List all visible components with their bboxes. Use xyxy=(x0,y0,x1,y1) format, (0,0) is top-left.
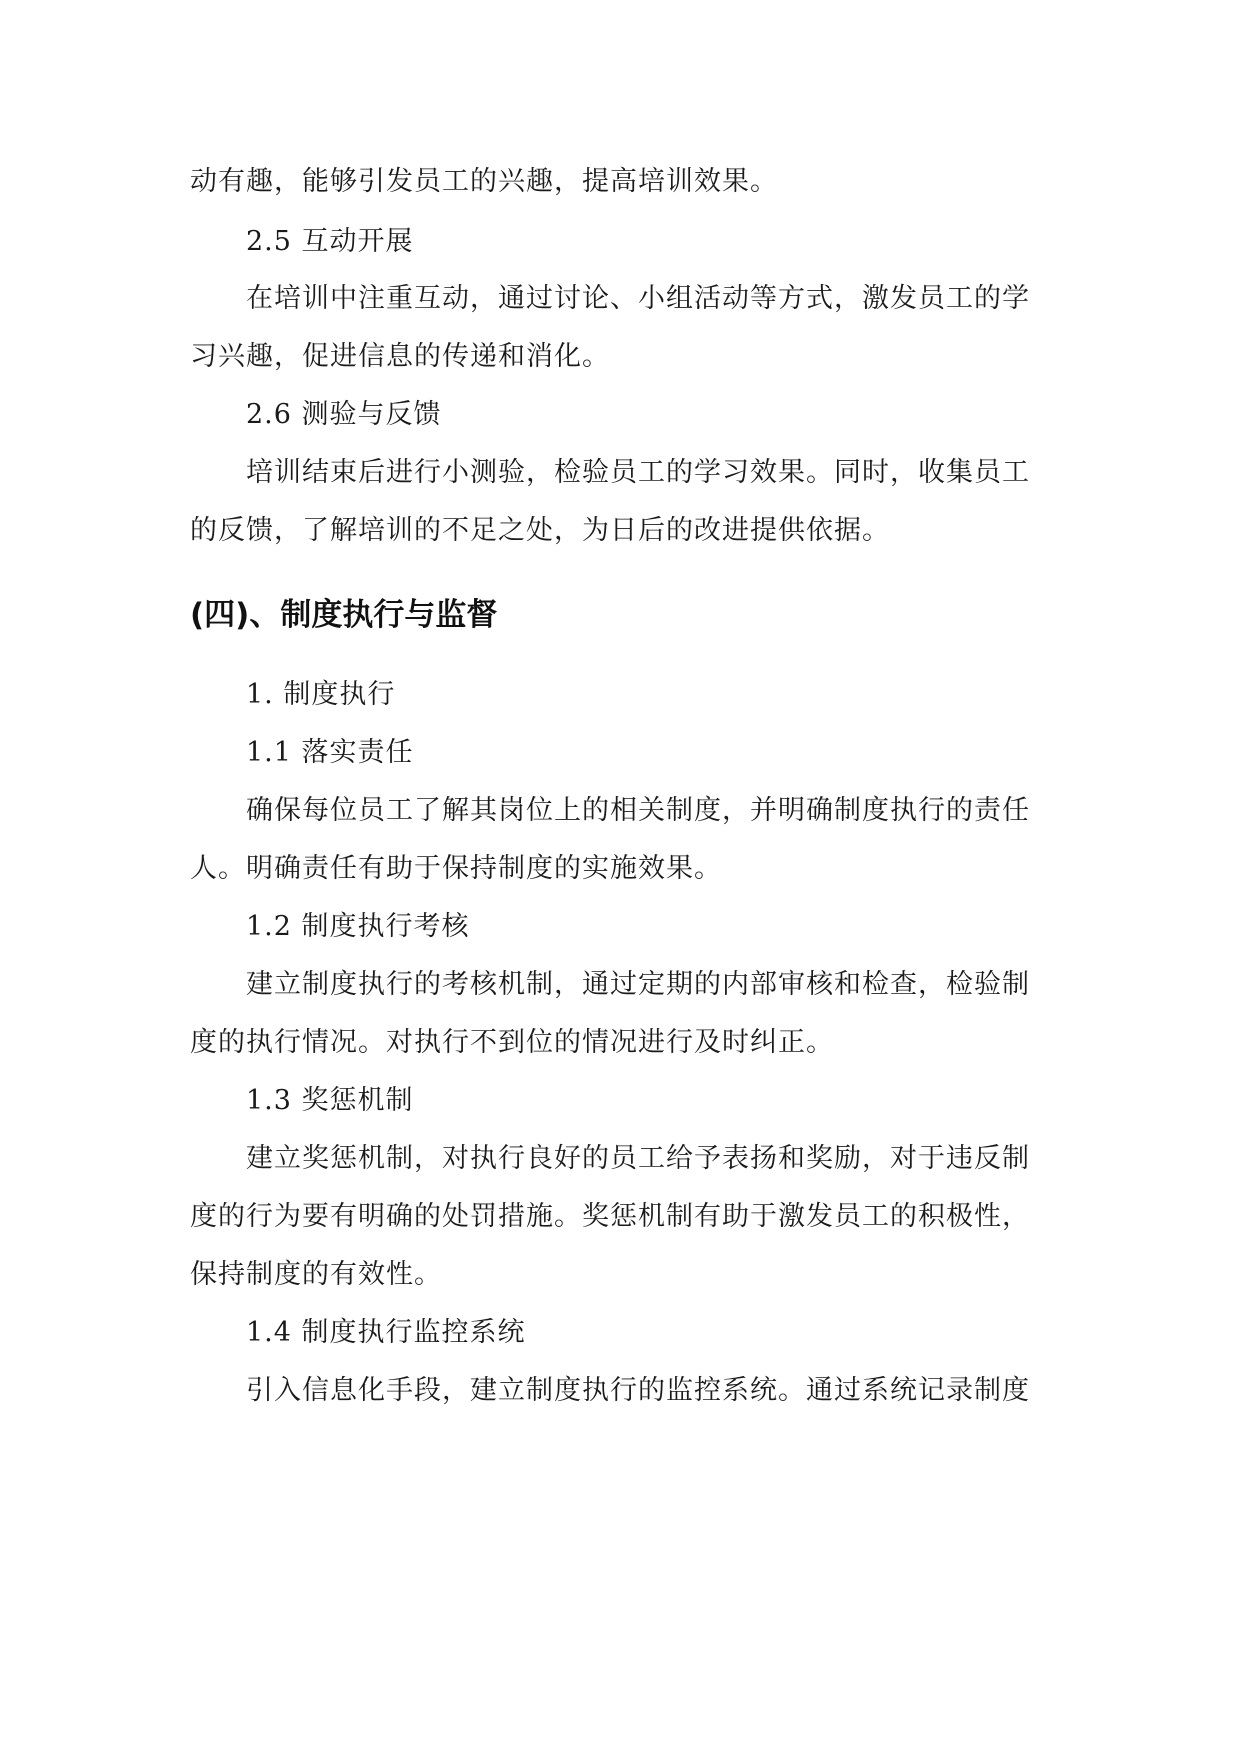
subheading-1-3: 1.3 奖惩机制 xyxy=(246,1085,414,1116)
subheading-2-6: 2.6 测验与反馈 xyxy=(246,399,442,430)
paragraph-line: 人。明确责任有助于保持制度的实施效果。 xyxy=(190,853,722,884)
paragraph-line: 度的执行情况。对执行不到位的情况进行及时纠正。 xyxy=(190,1027,834,1058)
paragraph-line: 培训结束后进行小测验，检验员工的学习效果。同时，收集员工 xyxy=(246,457,1030,488)
subheading-2-5: 2.5 互动开展 xyxy=(246,226,414,257)
subheading-1: 1. 制度执行 xyxy=(246,679,396,710)
paragraph-line: 保持制度的有效性。 xyxy=(190,1259,442,1290)
subheading-1-4: 1.4 制度执行监控系统 xyxy=(246,1317,526,1348)
subheading-1-2: 1.2 制度执行考核 xyxy=(246,911,470,942)
section-heading: (四)、制度执行与监督 xyxy=(190,597,498,633)
paragraph-continuation: 动有趣，能够引发员工的兴趣，提高培训效果。 xyxy=(190,166,778,197)
paragraph-line: 习兴趣，促进信息的传递和消化。 xyxy=(190,341,610,372)
paragraph-line: 确保每位员工了解其岗位上的相关制度，并明确制度执行的责任 xyxy=(246,795,1030,826)
paragraph-line: 在培训中注重互动，通过讨论、小组活动等方式，激发员工的学 xyxy=(246,283,1030,314)
subheading-1-1: 1.1 落实责任 xyxy=(246,737,414,768)
paragraph-line: 度的行为要有明确的处罚措施。奖惩机制有助于激发员工的积极性， xyxy=(190,1201,1030,1232)
paragraph-line: 建立制度执行的考核机制，通过定期的内部审核和检查，检验制 xyxy=(246,969,1030,1000)
paragraph-line: 引入信息化手段，建立制度执行的监控系统。通过系统记录制度 xyxy=(246,1375,1030,1406)
paragraph-line: 建立奖惩机制，对执行良好的员工给予表扬和奖励，对于违反制 xyxy=(246,1143,1030,1174)
paragraph-line: 的反馈，了解培训的不足之处，为日后的改进提供依据。 xyxy=(190,515,890,546)
